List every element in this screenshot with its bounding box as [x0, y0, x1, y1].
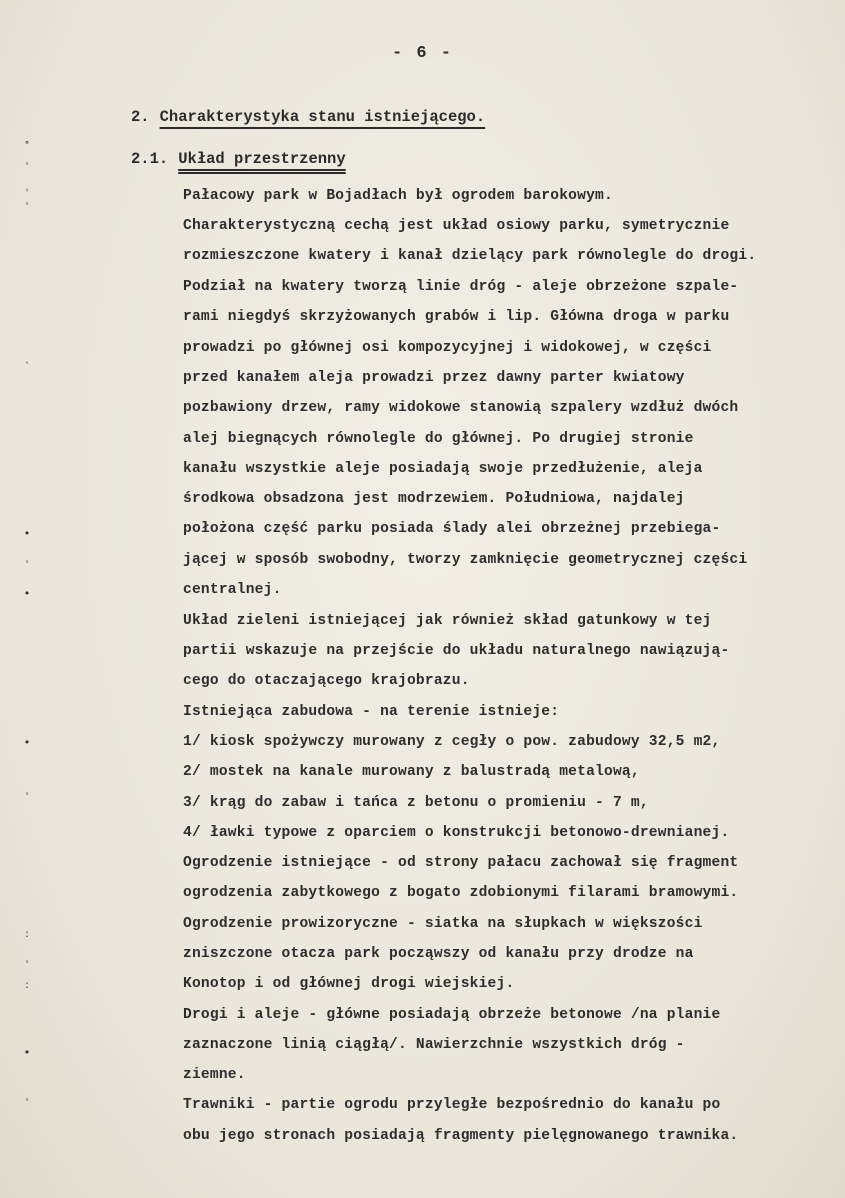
section-title: Charakterystyka stanu istniejącego. [159, 108, 486, 126]
body-line: Podział na kwatery tworzą linie dróg - aleje obrzeżone szpale- [183, 279, 739, 295]
body-line: Drogi i aleje - główne posiadają obrzeże betonowe /na planie [183, 1007, 721, 1023]
body-line: Istniejąca zabudowa - na terenie istnieje: [183, 704, 560, 720]
body-line: Układ zieleni istniejącej jak również skład gatunkowy w tej [183, 613, 712, 629]
body-line: Pałacowy park w Bojadłach był ogrodem barokowym. [183, 188, 613, 204]
body-line: ziemne. [183, 1067, 246, 1083]
binding-mark: • [23, 736, 31, 749]
binding-mark: ˈ [25, 1096, 29, 1109]
binding-mark: ˈ [25, 790, 29, 803]
body-line: centralnej. [183, 582, 282, 598]
binding-mark: : [25, 927, 29, 940]
binding-mark: ˈ [25, 200, 29, 213]
subsection-heading [131, 150, 346, 168]
body-line: obu jego stronach posiadają fragmenty pielęgnowanego trawnika. [183, 1128, 739, 1144]
body-line: pozbawiony drzew, ramy widokowe stanowią szpalery wzdłuż dwóch [183, 400, 739, 416]
body-line: zaznaczone linią ciągłą/. Nawierzchnie wszystkich dróg - [183, 1037, 685, 1053]
body-line: Charakterystyczną cechą jest układ osiowy parku, symetrycznie [183, 218, 730, 234]
body-line: 3/ krąg do zabaw i tańca z betonu o promieniu - 7 m, [183, 795, 649, 811]
body-line: partii wskazuje na przejście do układu naturalnego nawiązują- [183, 643, 730, 659]
binding-mark: ˈ [25, 160, 29, 173]
body-line: rozmieszczone kwatery i kanał dzielący park równolegle do drogi. [183, 248, 757, 264]
body-line: Ogrodzenie prowizoryczne - siatka na słupkach w większości [183, 916, 703, 932]
body-line: zniszczone otacza park począwszy od kanału przy drodze na [183, 946, 694, 962]
binding-mark: • [23, 587, 31, 600]
page-number: - 6 - [391, 44, 453, 63]
binding-mark: • [23, 1046, 31, 1059]
binding-mark: ˈ [25, 958, 29, 971]
body-line: 4/ ławki typowe z oparciem o konstrukcji betonowo-drewnianej. [183, 825, 730, 841]
body-line: Konotop i od głównej drogi wiejskiej. [183, 976, 515, 992]
binding-mark: : [25, 978, 29, 991]
body-line: 1/ kiosk spożywczy murowany z cegły o pow. zabudowy 32,5 m2, [183, 734, 721, 750]
body-line: Ogrodzenie istniejące - od strony pałacu zachował się fragment [183, 855, 739, 871]
binding-mark: ˚ [24, 140, 30, 153]
body-line: jącej w sposób swobodny, tworzy zamknięcie geometrycznej części [183, 552, 748, 568]
binding-mark: ˈ [25, 558, 29, 571]
body-line: Trawniki - partie ogrodu przyległe bezpośrednio do kanału po [183, 1097, 721, 1113]
section-number: 2. [131, 108, 150, 126]
binding-mark: ˌ [25, 180, 29, 193]
section-heading [131, 108, 485, 126]
body-line: alej biegnących równolegle do głównej. Po drugiej stronie [183, 431, 694, 447]
subsection-number: 2.1. [131, 150, 169, 168]
subsection-title: Układ przestrzenny [178, 150, 346, 168]
body-line: rami niegdyś skrzyżowanych grabów i lip. Główna droga w parku [183, 309, 730, 325]
body-line: 2/ mostek na kanale murowany z balustradą metalową, [183, 764, 640, 780]
binding-mark: • [23, 527, 31, 540]
body-line: przed kanałem aleja prowadzi przez dawny parter kwiatowy [183, 370, 685, 386]
body-line: cego do otaczającego krajobrazu. [183, 673, 470, 689]
body-line: ogrodzenia zabytkowego z bogato zdobionymi filarami bramowymi. [183, 885, 739, 901]
body-line: prowadzi po głównej osi kompozycyjnej i widokowej, w części [183, 340, 712, 356]
body-line: kanału wszystkie aleje posiadają swoje przedłużenie, aleja [183, 461, 703, 477]
body-line: położona część parku posiada ślady alei obrzeżnej przebiega- [183, 521, 721, 537]
binding-mark: ˴ [25, 355, 29, 368]
body-line: środkowa obsadzona jest modrzewiem. Południowa, najdalej [183, 491, 685, 507]
